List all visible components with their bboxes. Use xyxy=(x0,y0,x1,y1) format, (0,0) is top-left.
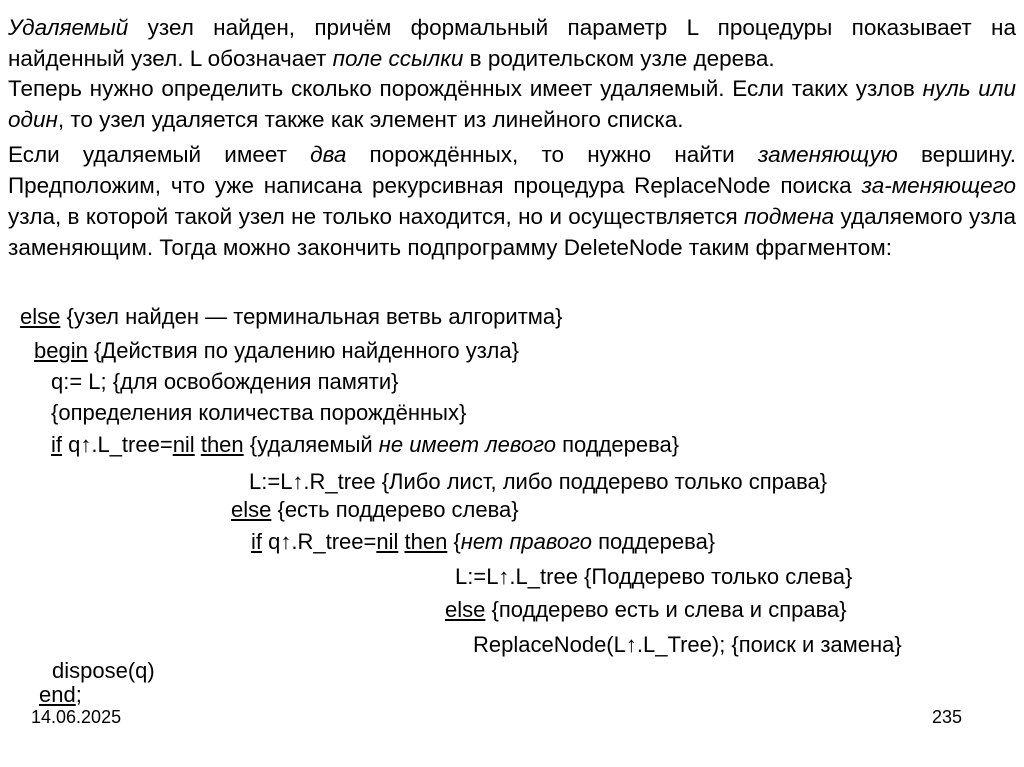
code-keyword: nil xyxy=(172,432,195,457)
code-keyword: begin xyxy=(34,338,88,363)
code-line-replacenode xyxy=(473,631,902,659)
italic-text: за-меняющего xyxy=(861,173,1016,198)
code-keyword: if xyxy=(251,529,262,554)
italic-text: нуль или один xyxy=(8,76,1016,132)
italic-text: Удаляемый xyxy=(8,15,129,40)
text-segment: поддерева} xyxy=(555,432,680,457)
code-keyword: else xyxy=(445,597,486,622)
text-segment: L:=L↑.R_tree {Либо лист, либо поддерево только справа} xyxy=(249,469,828,494)
text-segment: ; xyxy=(75,682,82,707)
text-segment: dispose(q) xyxy=(52,658,155,683)
paragraph-found-node xyxy=(8,12,1016,74)
code-line-comment-count xyxy=(51,399,466,427)
code-keyword: end xyxy=(39,682,76,707)
code-line-begin xyxy=(34,337,519,365)
code-line-q-assign xyxy=(51,368,398,396)
text-segment: поддерева} xyxy=(591,529,716,554)
text-segment: порождённых, то нужно найти xyxy=(346,142,758,167)
text-segment: ReplaceNode(L↑.L_Tree); {поиск и замена} xyxy=(473,632,902,657)
text-segment: Теперь нужно определить сколько порождённых имеет удаляемый. Если таких узлов xyxy=(8,76,923,101)
paragraph-children-count xyxy=(8,73,1016,135)
code-line-assign-left xyxy=(455,563,852,591)
paragraph-two-children xyxy=(8,139,1016,263)
text-segment: узел найден, причём формальный параметр L процедуры показывает на найденный узел. L обозначает xyxy=(8,15,1016,71)
code-line-end xyxy=(39,681,82,709)
code-line-else-both xyxy=(445,596,847,624)
text-segment: {удаляемый xyxy=(243,432,379,457)
italic-text: не имеет левого xyxy=(378,432,556,457)
text-segment: {определения количества порождённых} xyxy=(51,400,467,425)
text-segment: { xyxy=(447,529,461,554)
text-segment: вершину. Предположим, что уже написана рекурсивная процедура ReplaceNode поиска xyxy=(8,142,1016,198)
italic-text: нет правого xyxy=(460,529,592,554)
footer-page-number: 235 xyxy=(932,707,963,727)
code-keyword: else xyxy=(231,497,272,522)
code-line-else-left xyxy=(231,496,519,524)
italic-text: подмена xyxy=(743,204,835,229)
code-line-else-found xyxy=(20,303,562,331)
code-line-if-left-nil xyxy=(51,431,679,459)
text-segment: удаляемого узла заменяющим. Тогда можно закончить подпрограмму DeleteNode таким фрагментом: xyxy=(8,204,1016,260)
italic-text: заменяющую xyxy=(757,142,898,167)
code-keyword: else xyxy=(20,304,61,329)
code-keyword: then xyxy=(200,432,244,457)
text-segment: Если удаляемый имеет xyxy=(8,142,311,167)
code-keyword: then xyxy=(404,529,448,554)
footer-date: 14.06.2025 xyxy=(31,707,122,727)
text-segment: q:= L; {для освобождения памяти} xyxy=(51,369,399,394)
text-segment: q↑.L_tree= xyxy=(62,432,173,457)
text-segment: {поддерево есть и слева и справа} xyxy=(485,597,847,622)
text-segment: {есть поддерево слева} xyxy=(271,497,519,522)
italic-text: поле ссылки xyxy=(332,46,464,71)
code-line-if-right-nil xyxy=(251,528,715,556)
italic-text: два xyxy=(310,142,347,167)
text-segment: {узел найден — терминальная ветвь алгоритма} xyxy=(60,304,563,329)
text-segment: , то узел удаляется также как элемент из линейного списка. xyxy=(57,107,684,132)
code-line-assign-right xyxy=(249,468,827,496)
text-segment: в родительском узле дерева. xyxy=(463,46,775,71)
text-segment: L:=L↑.L_tree {Поддерево только слева} xyxy=(455,564,853,589)
text-segment: q↑.R_tree= xyxy=(262,529,377,554)
code-keyword: nil xyxy=(376,529,399,554)
text-segment: {Действия по удалению найденного узла} xyxy=(87,338,519,363)
text-segment: узла, в которой такой узел не только находится, но и осуществляется xyxy=(8,204,744,229)
code-keyword: if xyxy=(51,432,62,457)
